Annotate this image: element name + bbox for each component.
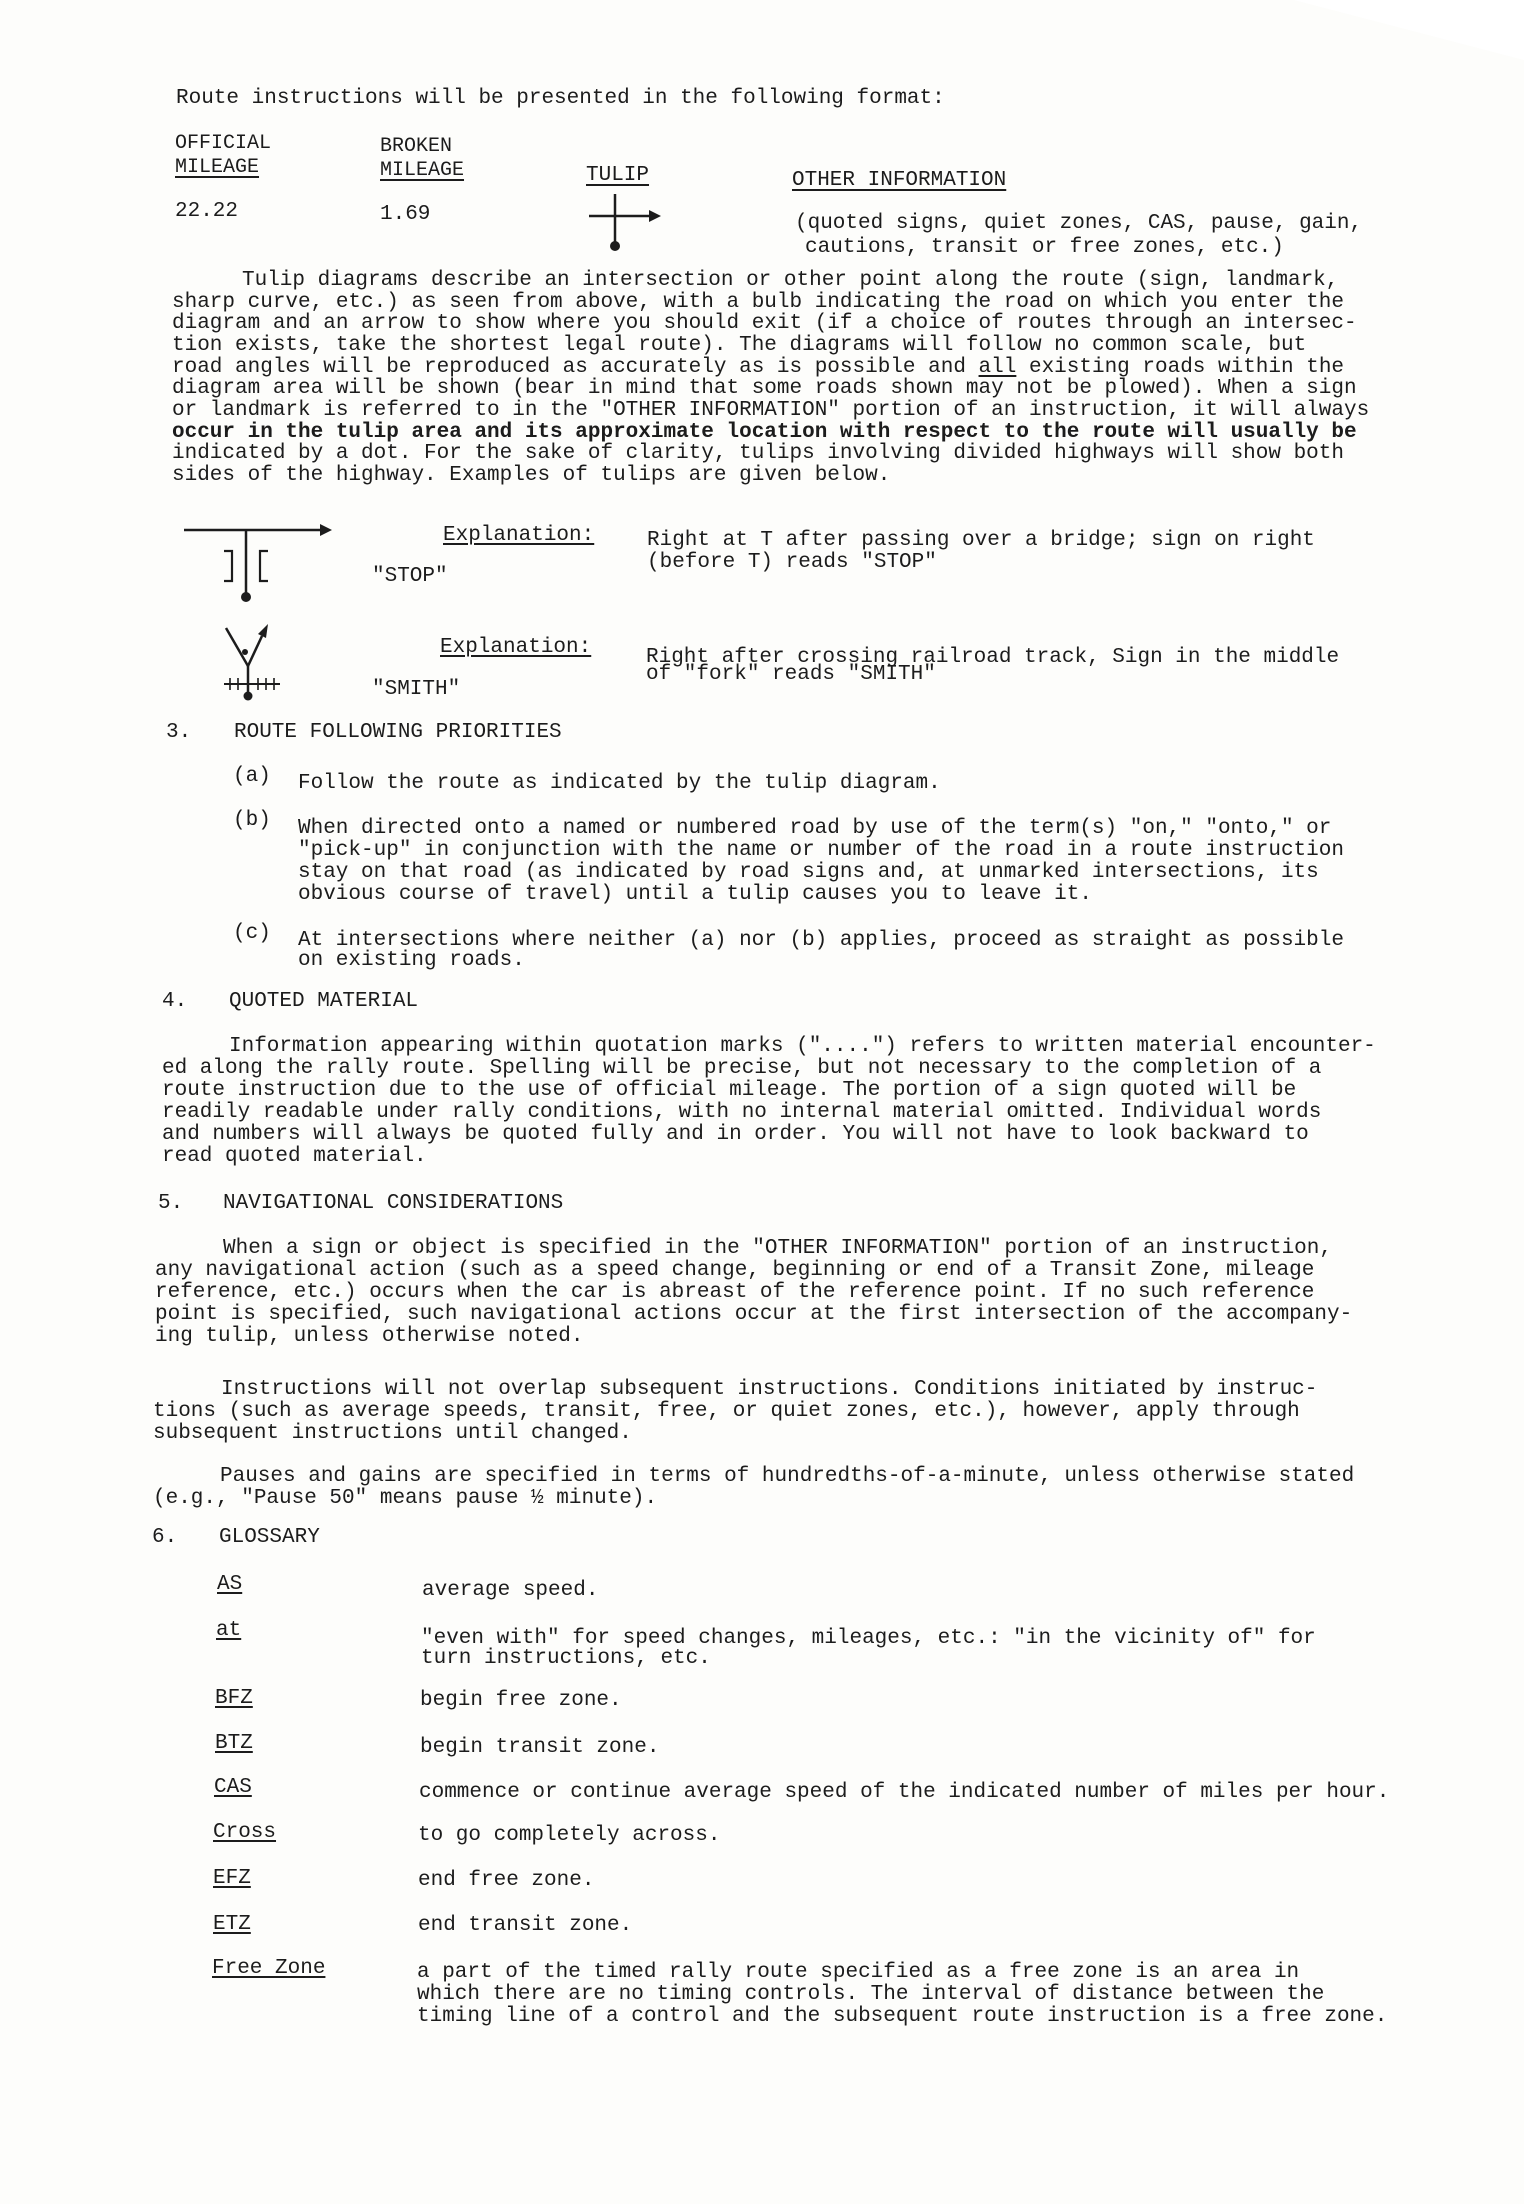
glossary-term: Free Zone: [212, 1957, 326, 1980]
section-4-title: QUOTED MATERIAL: [229, 990, 419, 1013]
stop-tulip-icon: [180, 515, 340, 605]
section-3-title: ROUTE FOLLOWING PRIORITIES: [234, 721, 562, 744]
item-a-text: Follow the route as indicated by the tulip diagram.: [298, 772, 941, 795]
tulip-header: TULIP: [586, 164, 650, 187]
glossary-term: BTZ: [215, 1732, 253, 1755]
section-3-number: 3.: [166, 721, 192, 744]
item-c-mark: (c): [233, 922, 271, 945]
example-1-line-1: Right at T after passing over a bridge; sign on right: [647, 529, 1315, 552]
glossary-term: at: [216, 1619, 242, 1642]
official-mileage-header: OFFICIAL MILEAGE: [175, 132, 272, 179]
section-6-number: 6.: [152, 1526, 178, 1549]
sample-other-line-1: (quoted signs, quiet zones, CAS, pause, gain,: [795, 212, 1363, 235]
section-5-number: 5.: [158, 1192, 184, 1215]
example-2-line-2: of "fork" reads "SMITH": [646, 663, 936, 686]
glossary-definition: begin free zone.: [420, 1689, 622, 1712]
sample-official-mileage: 22.22: [175, 200, 239, 223]
glossary-definition: end free zone.: [418, 1869, 595, 1892]
section-6-title: GLOSSARY: [219, 1526, 320, 1549]
example-1-sign: "STOP": [372, 565, 448, 588]
glossary-term: EFZ: [213, 1867, 251, 1890]
section-5-title: NAVIGATIONAL CONSIDERATIONS: [223, 1192, 564, 1215]
glossary-definition: timing line of a control and the subsequent route instruction is a free zone.: [417, 2005, 1388, 2028]
sample-broken-mileage: 1.69: [380, 203, 431, 226]
glossary-definition: end transit zone.: [418, 1914, 633, 1937]
glossary-definition: which there are no timing controls. The interval of distance between the: [417, 1983, 1325, 2006]
glossary-term: AS: [217, 1573, 243, 1596]
glossary-definition: begin transit zone.: [420, 1736, 660, 1759]
broken-mileage-header: BROKEN MILEAGE: [380, 135, 465, 182]
glossary-term: BFZ: [215, 1687, 253, 1710]
item-b-mark: (b): [233, 809, 271, 832]
example-2-sign: "SMITH": [372, 678, 461, 701]
glossary-definition: commence or continue average speed of the indicated number of miles per hour.: [419, 1781, 1390, 1804]
glossary-definition: turn instructions, etc.: [421, 1647, 711, 1670]
item-a-mark: (a): [233, 765, 271, 788]
glossary-definition: "even with" for speed changes, mileages, etc.: "in the vicinity of" for: [421, 1627, 1316, 1650]
section-4-number: 4.: [162, 990, 188, 1013]
document-page: Route instructions will be presented in the following format: OFFICIAL MILEAGE BROKEN MILEAGE TULIP OTHER INFORMATION 22.22 1.69 (quoted signs, quiet zones, CAS, pause, gain, cautions, transit or free zones, etc.) Tulip diagrams describe an intersection or other point along the route (sign, landmark, sharp curve, etc.) as seen from above, with a bulb indicating the road on which you enter the diagram and an arrow to show where you should exit (if a choice of routes through an intersec- tion exists, take the shortest legal route). The diagrams will follow no common scale, but road angles will be reproduced as accurately as is possible and all existing roads within the diagram area will be shown (bear in mind that some roads shown may not be plowed). When a sign or landmark is referred to in the "OTHER INFORMATION" portion of an instruction, it will always occur in the tulip area and its approximate location with respect to the route will usually be indicated by a dot. For the sake of clarity, tulips involving divided highways will show both sides of the highway. Examples of tulips are given below. Explanation: Right at T after passing over a bridge; sign on right (before T) reads "STOP" "STOP" Explanation: Right after crossing railroad track, Sign in the middle of "fork" reads "SMITH" "SMITH" 3. ROUTE FOLLOWING PRIORITIES (a) Follow the route as indicated by the tulip diagram. (b) When directed onto a named or numbered road by use of the term(s) "on," "onto," or "pick-up" in conjunction with the name or number of the road in a route instruction stay on that road (as indicated by road signs and, at unmarked intersections, its obvious course of travel) until a tulip causes you to leave it. (c) At intersections where neither (a) nor (b) applies, proceed as straight as possible on existing roads. 4. QUOTED MATERIAL Information appearing within quotation marks ("....") refers to written material encounter- ed along the rally route. Spelling will be precise, but not necessary to the completion of a route instruction due to the use of official mileage. The portion of a sign quoted will be readily readable under rally conditions, with no internal material omitted. Individual words and numbers will always be quoted fully and in order. You will not have to look backward to read quoted material. 5. NAVIGATIONAL CONSIDERATIONS When a sign or object is specified in the "OTHER INFORMATION" portion of an instruction, any navigational action (such as a speed change, beginning or end of a Transit Zone, mileage reference, etc.) occurs when the car is abreast of the reference point. If no such reference point is specified, such navigational actions occur at the first intersection of the accompany- ing tulip, unless otherwise noted. Instructions will not overlap subsequent instructions. Conditions initiated by instruc- tions (such as average speeds, transit, free, or quiet zones, etc.), however, apply through subsequent instructions until changed. Pauses and gains are specified in terms of hundredths-of-a-minute, unless otherwise stated (e.g., "Pause 50" means pause ½ minute). 6. GLOSSARY AS average speed. at "even with" for speed changes, mileages, etc.: "in the vicinity of" for turn instructions, etc. BFZ begin free zone. BTZ begin transit zone. CAS commence or continue average speed of the indicated number of miles per hour. Cross to go completely across. EFZ end free zone. ETZ end transit zone. Free Zone a part of the timed rally route specified as a free zone is an area in which there are no timing controls. The interval of distance between the timing line of a control and the subsequent route instruction is a free zone.: [0, 0, 1524, 2204]
glossary-term: CAS: [214, 1776, 252, 1799]
glossary-definition: average speed.: [422, 1579, 599, 1602]
smith-tulip-icon: [218, 620, 308, 700]
example-2-line-1: Right after crossing railroad track, Sign in the middle: [646, 646, 1340, 669]
glossary-definition: a part of the timed rally route specified as a free zone is an area in: [417, 1961, 1300, 1984]
page-corner-fold: [1294, 0, 1524, 60]
intro-line: Route instructions will be presented in the following format:: [176, 87, 945, 110]
glossary-definition: to go completely across.: [418, 1824, 721, 1847]
example-1-line-2: (before T) reads "STOP": [647, 551, 937, 574]
other-information-header: OTHER INFORMATION: [792, 169, 1007, 192]
sample-other-line-2: cautions, transit or free zones, etc.): [805, 236, 1284, 259]
glossary-term: ETZ: [213, 1913, 251, 1936]
example-2-label: Explanation:: [440, 636, 592, 659]
example-1-label: Explanation:: [443, 524, 595, 547]
sample-tulip-icon: [585, 190, 665, 256]
glossary-term: Cross: [213, 1821, 277, 1844]
